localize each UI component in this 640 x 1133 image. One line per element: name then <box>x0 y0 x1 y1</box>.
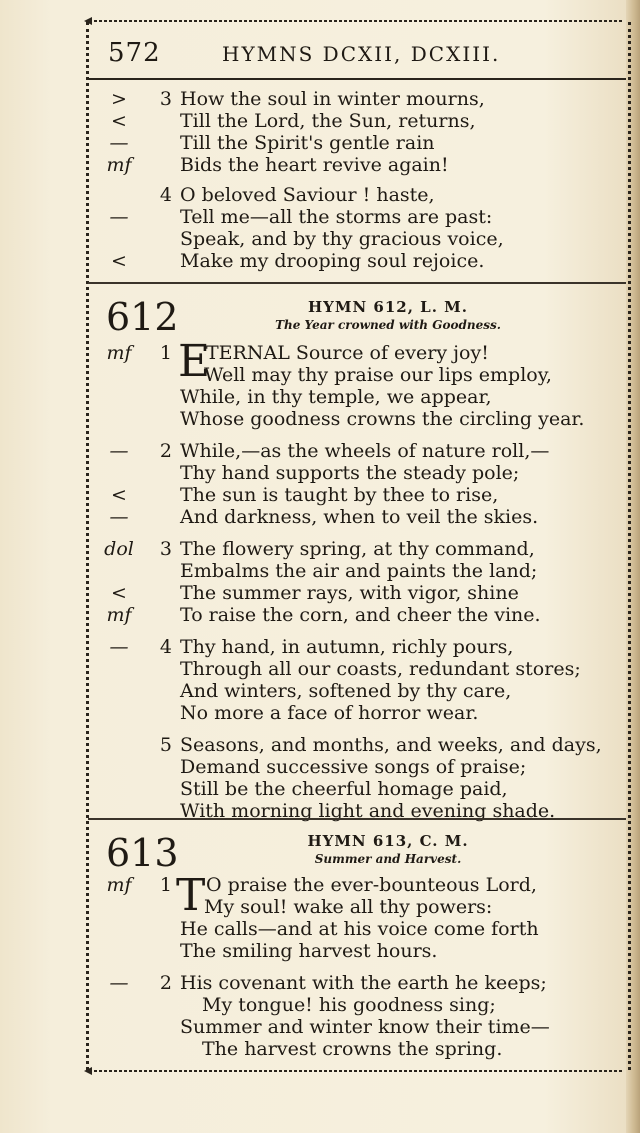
verse-line <box>0 702 640 724</box>
verse-text: He calls—and at his voice come forth <box>180 918 539 940</box>
verse-line <box>0 1038 640 1060</box>
verse-text: My soul! wake all thy powers: <box>204 896 493 918</box>
verse-number: 4 <box>159 184 172 206</box>
verse-line <box>0 896 640 918</box>
bottom-ornamental-rule <box>80 1066 628 1076</box>
verse-number: 1 <box>159 342 172 364</box>
dynamic-mark: < <box>111 250 127 272</box>
verse-line <box>0 206 640 228</box>
section-divider <box>88 282 626 284</box>
dynamic-mark: — <box>109 440 129 462</box>
hymn-612-subtitle: The Year crowned with Goodness. <box>275 318 501 332</box>
verse-line <box>0 408 640 430</box>
verse-text: Well may thy praise our lips employ, <box>204 364 552 386</box>
running-head: HYMNS DCXII, DCXIII. <box>222 42 501 66</box>
verse-line <box>0 582 640 604</box>
verse-line <box>0 734 640 756</box>
verse-text: His covenant with the earth he keeps; <box>180 972 547 994</box>
dynamic-mark: — <box>109 636 129 658</box>
verse-text: Seasons, and months, and weeks, and days, <box>180 734 602 756</box>
hymn-612-title: HYMN 612, L. M. <box>308 298 468 316</box>
verse-text: O praise the ever-bounteous Lord, <box>206 874 537 896</box>
verse-text: While, in thy temple, we appear, <box>180 386 492 408</box>
verse-line <box>0 756 640 778</box>
hymn-613-title: HYMN 613, C. M. <box>307 832 469 850</box>
verse-text: Through all our coasts, redundant stores; <box>180 658 581 680</box>
verse-text: The sun is taught by thee to rise, <box>180 484 499 506</box>
verse-text: Embalms the air and paints the land; <box>180 560 538 582</box>
verse-line <box>0 604 640 626</box>
dynamic-mark: — <box>109 972 129 994</box>
verse-line <box>0 778 640 800</box>
dynamic-mark: < <box>111 110 127 132</box>
dynamic-mark: < <box>111 484 127 506</box>
verse-line <box>0 972 640 994</box>
verse-line <box>0 154 640 176</box>
verse-line <box>0 462 640 484</box>
hymn-612-dropcap: E <box>178 336 211 387</box>
verse-text: Speak, and by thy gracious voice, <box>180 228 504 250</box>
verse-number: 4 <box>159 636 172 658</box>
verse-text: TERNAL Source of every joy! <box>206 342 489 364</box>
verse-number: 3 <box>159 88 172 110</box>
verse-text: The smiling harvest hours. <box>180 940 438 962</box>
verse-text: How the soul in winter mourns, <box>180 88 485 110</box>
verse-text: With morning light and evening shade. <box>180 800 556 822</box>
verse-number: 2 <box>159 440 172 462</box>
verse-line <box>0 88 640 110</box>
verse-text: Bids the heart revive again! <box>180 154 449 176</box>
verse-text: The summer rays, with vigor, shine <box>180 582 519 604</box>
verse-text: Make my drooping soul rejoice. <box>180 250 485 272</box>
verse-text: Till the Spirit's gentle rain <box>180 132 435 154</box>
verse-text: Till the Lord, the Sun, returns, <box>180 110 476 132</box>
hymn-612-number: 612 <box>106 295 179 339</box>
verse-number: 5 <box>159 734 172 756</box>
header-rule <box>88 78 626 80</box>
verse-line <box>0 658 640 680</box>
verse-line <box>0 506 640 528</box>
verse-line <box>0 940 640 962</box>
verse-text: Tell me—all the storms are past: <box>180 206 493 228</box>
verse-line <box>0 132 640 154</box>
verse-line <box>0 364 640 386</box>
verse-line <box>0 484 640 506</box>
verse-text: My tongue! his goodness sing; <box>202 994 496 1016</box>
verse-line <box>0 250 640 272</box>
dynamic-mark: mf <box>106 874 132 896</box>
verse-line <box>0 560 640 582</box>
page-number: 572 <box>108 38 161 68</box>
verse-text: The flowery spring, at thy command, <box>180 538 535 560</box>
verse-text: The harvest crowns the spring. <box>202 1038 503 1060</box>
section-divider <box>88 818 626 820</box>
verse-text: Summer and winter know their time— <box>180 1016 550 1038</box>
dynamic-mark: mf <box>106 342 132 364</box>
verse-text: While,—as the wheels of nature roll,— <box>180 440 550 462</box>
verse-text: Still be the cheerful homage paid, <box>180 778 508 800</box>
dynamic-mark: > <box>111 88 127 110</box>
top-ornamental-rule <box>80 16 628 26</box>
verse-text: O beloved Saviour ! haste, <box>180 184 435 206</box>
verse-text: Demand successive songs of praise; <box>180 756 527 778</box>
verse-text: And darkness, when to veil the skies. <box>180 506 539 528</box>
verse-line <box>0 386 640 408</box>
verse-line <box>0 342 640 364</box>
verse-line <box>0 184 640 206</box>
dynamic-mark: — <box>109 206 129 228</box>
verse-line <box>0 538 640 560</box>
dynamic-mark: mf <box>106 604 132 626</box>
verse-line <box>0 680 640 702</box>
verse-text: To raise the corn, and cheer the vine. <box>180 604 541 626</box>
hymn-613-number: 613 <box>106 831 179 875</box>
verse-line <box>0 994 640 1016</box>
verse-line <box>0 228 640 250</box>
verse-line <box>0 440 640 462</box>
verse-line <box>0 874 640 896</box>
verse-text: Thy hand, in autumn, richly pours, <box>180 636 514 658</box>
verse-line <box>0 1016 640 1038</box>
hymn-613-dropcap: T <box>176 870 206 921</box>
hymn-613-subtitle: Summer and Harvest. <box>314 852 462 866</box>
dynamic-mark: — <box>109 132 129 154</box>
verse-line <box>0 110 640 132</box>
verse-number: 3 <box>159 538 172 560</box>
dynamic-mark: dol <box>104 538 134 560</box>
verse-number: 1 <box>159 874 172 896</box>
verse-line <box>0 636 640 658</box>
verse-text: And winters, softened by thy care, <box>180 680 512 702</box>
dynamic-mark: mf <box>106 154 132 176</box>
dynamic-mark: — <box>109 506 129 528</box>
verse-text: Thy hand supports the steady pole; <box>180 462 520 484</box>
verse-number: 2 <box>159 972 172 994</box>
verse-text: No more a face of horror wear. <box>180 702 479 724</box>
dynamic-mark: < <box>111 582 127 604</box>
verse-line <box>0 918 640 940</box>
verse-text: Whose goodness crowns the circling year. <box>180 408 585 430</box>
